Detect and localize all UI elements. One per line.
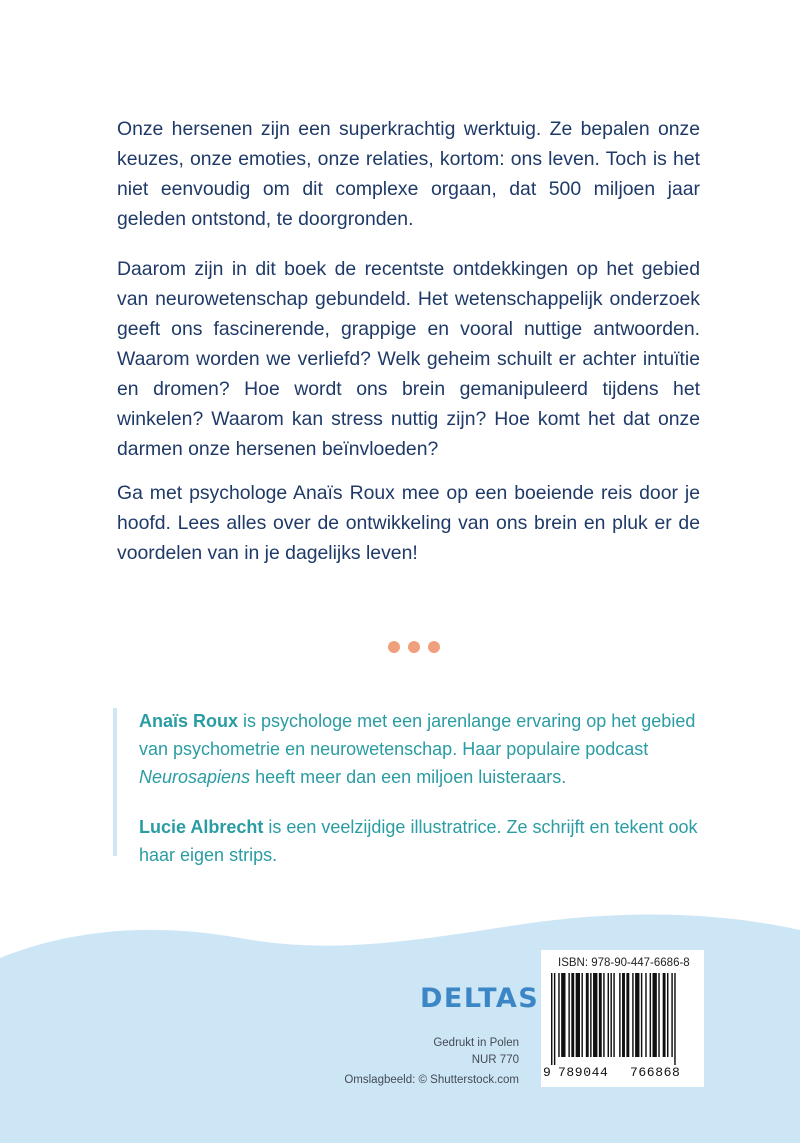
divider-dot [388, 641, 400, 653]
barcode-digit-group-2: 766868 [630, 1065, 681, 1080]
illustrator-bio-text: is een veelzijdige illustratrice. Ze schrijft en tekent ook haar eigen strips. [139, 817, 698, 865]
description-paragraph-2: Daarom zijn in dit boek de recentste ontdekkingen op het gebied van neurowetenschap gebundeld. Het wetenschappelijk onderzoek geeft ons fascinerende, grappige en vooral nuttige antwoorden. Waarom worden we verliefd? Welk geheim schuilt er achter intuïtie en dromen? Hoe wordt ons brein gemanipuleerd tijdens het winkelen? Waarom kan stress nuttig zijn? Hoe komt het dat onze darmen onze hersenen beïnvloeden? [117, 258, 700, 460]
barcode-digit-first: 9 [543, 1065, 551, 1080]
publisher-logo: DELTAS [420, 983, 540, 1014]
barcode-bar [626, 973, 629, 1057]
barcode-digit-group-1: 789044 [558, 1065, 609, 1080]
cover-credit: Omslagbeeld: © Shutterstock.com [344, 1074, 519, 1086]
barcode-bar [619, 973, 620, 1057]
barcode-bar [653, 973, 657, 1057]
print-info [319, 1035, 519, 1069]
barcode-bar [658, 973, 659, 1057]
isbn-label: ISBN: 978-90-447-6686-8 [558, 957, 690, 969]
barcode-bar [568, 973, 569, 1057]
printed-in: Gedrukt in Polen [433, 1037, 519, 1049]
divider-dot [408, 641, 420, 653]
barcode-bar [650, 973, 651, 1057]
illustrator-bio [139, 813, 709, 869]
barcode-bar [576, 973, 580, 1057]
barcode-bar [635, 973, 639, 1057]
author-name: Anaïs Roux [139, 711, 239, 731]
podcast-name: Neurosapiens [139, 767, 251, 787]
author-bio [139, 707, 709, 791]
barcode-bar [561, 973, 565, 1057]
barcode-bar [599, 973, 602, 1057]
bio-accent-bar [113, 708, 117, 856]
barcode-bar [641, 973, 642, 1057]
barcode-bar [590, 973, 591, 1057]
barcode-bar [608, 973, 609, 1057]
barcode-bar [622, 973, 625, 1057]
description-paragraph-3: Ga met psychologe Anaïs Roux mee op een boeiende reis door je hoofd. Lees alles over de ontwikkeling van ons brein en pluk er de voordelen van in je dagelijks leven! [117, 482, 700, 564]
barcode [549, 973, 699, 1065]
barcode-bar [663, 973, 666, 1057]
author-bio-text-1: is psychologe met een jarenlange ervaring op het gebied van psychometrie en neurowetenschap. Haar populaire podcast [139, 711, 696, 759]
barcode-bar [667, 973, 668, 1057]
barcode-bar [671, 973, 672, 1057]
illustrator-name: Lucie Albrecht [139, 817, 264, 837]
barcode-bar [558, 973, 559, 1057]
divider-dot [428, 641, 440, 653]
barcode-bar [586, 973, 589, 1057]
barcode-bar [613, 973, 614, 1057]
barcode-bar [551, 973, 552, 1065]
barcode-bar [645, 973, 646, 1057]
barcode-digits [543, 1065, 703, 1083]
description-paragraph-1: Onze hersenen zijn een superkrachtig werktuig. Ze bepalen onze keuzes, onze emoties, onze relaties, kortom: ons leven. Toch is het niet eenvoudig om dit complexe orgaan, dat 500 miljoen jaar geleden ontstond, te doorgronden. [117, 118, 700, 230]
barcode-bar [603, 973, 604, 1057]
ellipsis-divider [388, 641, 440, 655]
barcode-bar [554, 973, 555, 1065]
author-bio-text-2: heeft meer dan een miljoen luisteraars. [250, 767, 567, 787]
barcode-bar [674, 973, 675, 1065]
barcode-bar [581, 973, 582, 1057]
nur-code: NUR 770 [471, 1054, 519, 1066]
barcode-bar [632, 973, 633, 1057]
barcode-bar [610, 973, 611, 1057]
barcode-bar [593, 973, 597, 1057]
barcode-bar [571, 973, 574, 1057]
